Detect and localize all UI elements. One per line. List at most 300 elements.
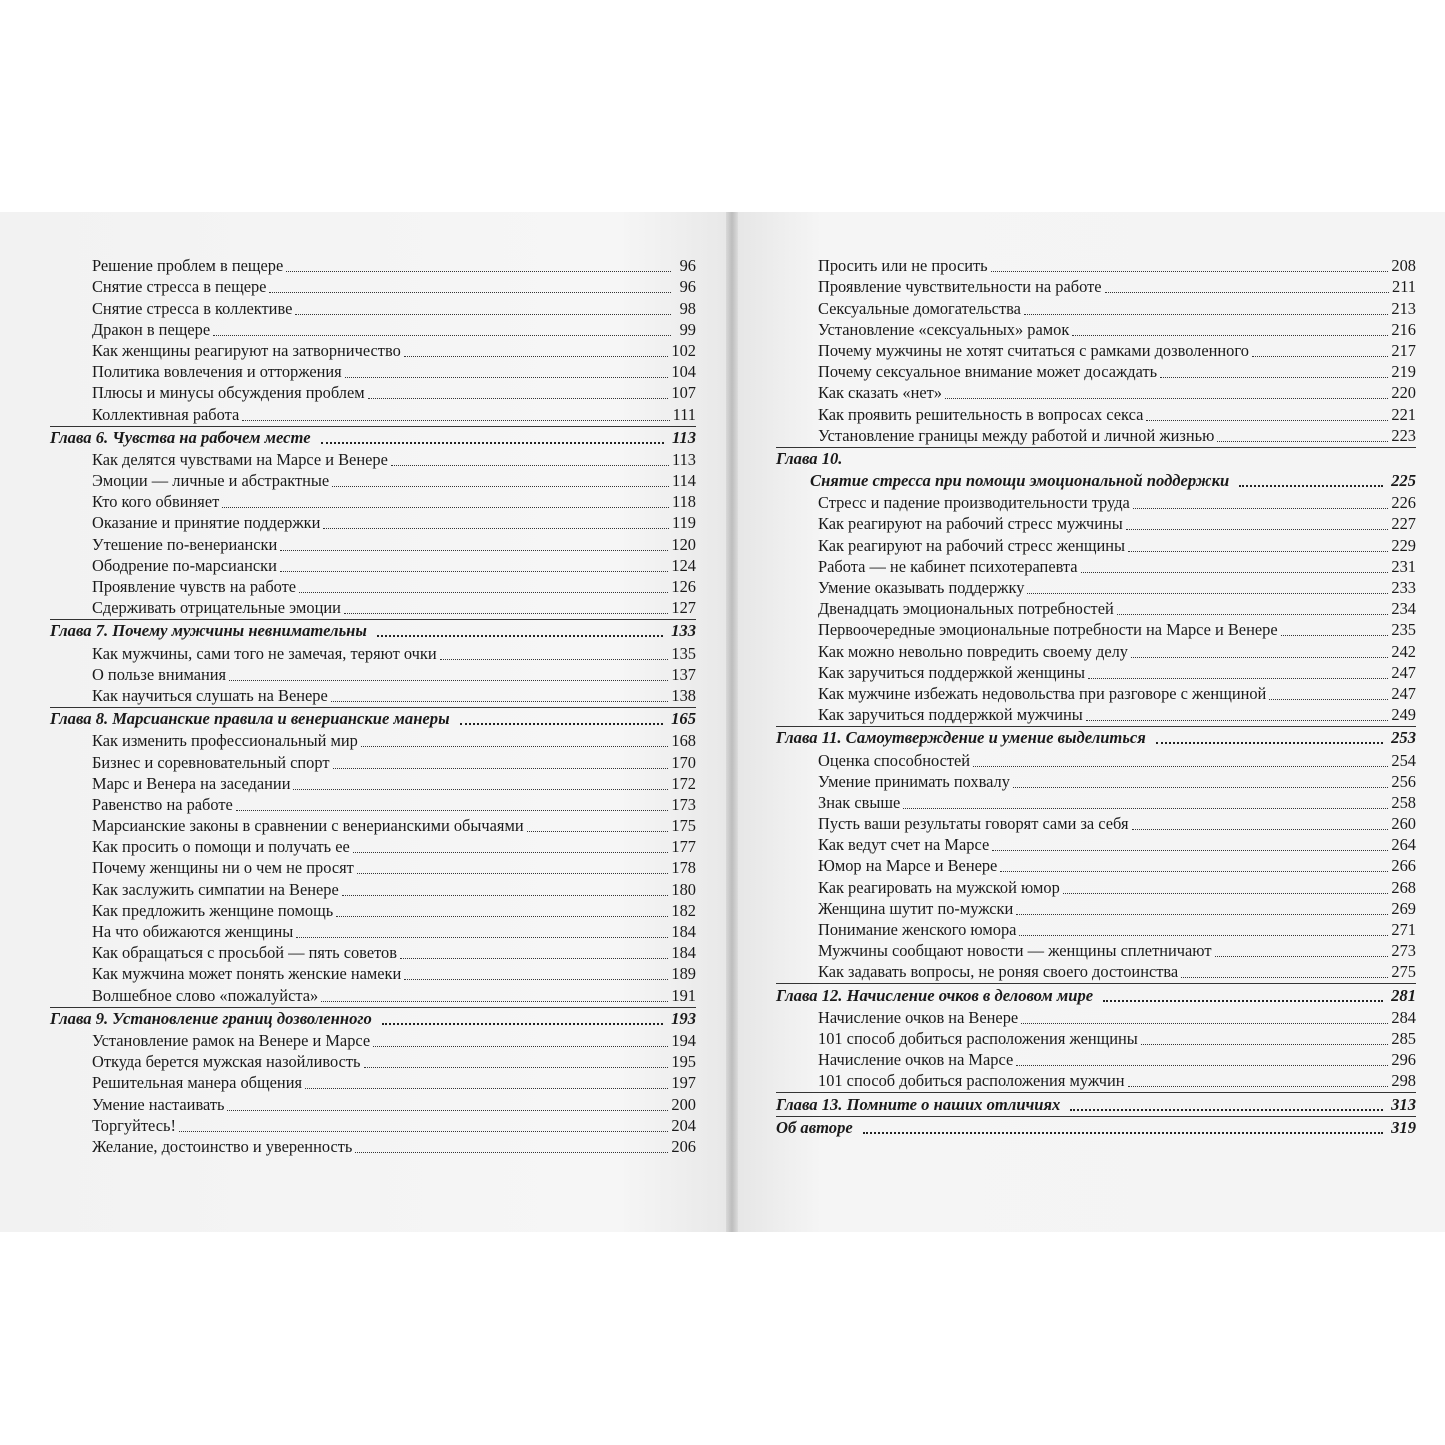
toc-entry <box>50 340 696 361</box>
dot-leader <box>1021 1022 1388 1024</box>
toc-page-number: 177 <box>671 837 696 857</box>
toc-title: Как можно невольно повредить своему делу <box>818 641 1129 661</box>
dot-leader <box>305 1087 668 1089</box>
toc-title: Равенство на работе <box>92 794 233 814</box>
toc-page-number: 242 <box>1391 641 1416 661</box>
toc-title: Пусть ваши результаты говорят сами за себя <box>818 814 1129 834</box>
toc-page-number: 208 <box>1391 256 1416 276</box>
toc-title: Установление «сексуальных» рамок <box>818 319 1070 339</box>
toc-entry <box>50 815 696 836</box>
toc-title: Установление границы между работой и личной жизнью <box>818 425 1215 445</box>
toc-entry <box>776 1049 1416 1070</box>
dot-leader <box>863 1131 1383 1134</box>
toc-entry <box>50 642 696 663</box>
toc-title: Снятие стресса при помощи эмоциональной поддержки <box>810 471 1230 491</box>
toc-page-number: 249 <box>1391 705 1416 725</box>
toc-title: Как задавать вопросы, не роняя своего достоинства <box>818 962 1179 982</box>
dot-leader <box>323 527 669 529</box>
toc-title: Решительная манера общения <box>92 1073 303 1093</box>
toc-title: Женщина шутит по-мужски <box>818 898 1014 918</box>
toc-page-number: 165 <box>671 709 696 729</box>
dot-leader <box>1027 592 1388 594</box>
toc-page-number: 227 <box>1391 514 1416 534</box>
dot-leader <box>333 767 669 769</box>
dot-leader <box>1141 1043 1389 1045</box>
toc-page-number: 226 <box>1391 493 1416 513</box>
toc-page-number: 113 <box>672 427 696 447</box>
toc-page-number: 172 <box>671 773 696 793</box>
toc-page-number: 247 <box>1391 683 1416 703</box>
toc-entry <box>50 942 696 963</box>
toc-page-number: 180 <box>671 879 696 899</box>
toc-title: Как заручиться поддержкой женщины <box>818 662 1086 682</box>
dot-leader <box>229 679 668 681</box>
toc-page-number: 193 <box>671 1008 696 1028</box>
toc-title: Глава 10. <box>776 448 843 468</box>
toc-title: Политика вовлечения и отторжения <box>92 362 342 382</box>
toc-title: Марсианские законы в сравнении с венерианскими обычаями <box>92 816 524 836</box>
toc-page-number: 96 <box>679 256 696 276</box>
toc-left <box>50 255 696 1157</box>
toc-title: Работа — не кабинет психотерапевта <box>818 556 1078 576</box>
toc-page-number: 275 <box>1391 962 1416 982</box>
dot-leader <box>336 915 668 917</box>
toc-title: Как ведут счет на Марсе <box>818 835 990 855</box>
toc-page-number: 96 <box>679 277 696 297</box>
toc-title: Глава 12. Начисление очков в деловом мире <box>776 985 1094 1005</box>
dot-leader <box>179 1130 668 1132</box>
dot-leader <box>1072 334 1388 336</box>
toc-entry <box>776 792 1416 813</box>
toc-entry <box>776 598 1416 619</box>
toc-page-number: 256 <box>1391 771 1416 791</box>
dot-leader <box>355 1151 668 1153</box>
dot-leader <box>344 612 669 614</box>
toc-title: Оказание и принятие поддержки <box>92 513 321 533</box>
toc-title: Коллективная работа <box>92 404 240 424</box>
toc-entry <box>776 319 1416 340</box>
toc-page-number: 223 <box>1391 425 1416 445</box>
toc-entry <box>776 640 1416 661</box>
dot-leader <box>357 872 669 874</box>
toc-entry <box>776 940 1416 961</box>
toc-title: Как научиться слушать на Венере <box>92 685 328 705</box>
dot-leader <box>1146 419 1388 421</box>
toc-chapter-heading <box>50 619 696 641</box>
dot-leader <box>1013 786 1388 788</box>
dot-leader <box>1128 550 1388 552</box>
toc-entry <box>776 619 1416 640</box>
book-gutter <box>726 212 738 1232</box>
toc-chapter-heading <box>50 426 696 448</box>
toc-page-number: 184 <box>671 922 696 941</box>
toc-title: Глава 8. Марсианские правила и венерианские манеры <box>50 709 450 729</box>
toc-title: Бизнес и соревновательный спорт <box>92 752 330 772</box>
toc-title: Как проявить решительность в вопросах секса <box>818 404 1144 424</box>
toc-entry <box>50 512 696 533</box>
toc-page-number: 235 <box>1391 620 1416 640</box>
toc-entry <box>50 449 696 470</box>
toc-page-number: 213 <box>1391 298 1416 318</box>
toc-entry <box>776 876 1416 897</box>
toc-entry <box>776 1070 1416 1091</box>
toc-title: Как обращаться с просьбой — пять советов <box>92 943 397 963</box>
toc-entry <box>50 984 696 1005</box>
toc-entry <box>50 900 696 921</box>
right-page <box>736 212 1445 1232</box>
toc-title: Как заслужить симпатии на Венере <box>92 879 339 899</box>
toc-entry <box>50 1030 696 1051</box>
toc-entry <box>50 403 696 424</box>
toc-title: Умение оказывать поддержку <box>818 578 1025 597</box>
toc-page-number: 229 <box>1391 535 1416 555</box>
toc-page-number: 266 <box>1391 856 1416 876</box>
toc-entry <box>776 577 1416 598</box>
toc-title: Кто кого обвиняет <box>92 492 220 512</box>
toc-entry <box>50 361 696 382</box>
toc-title: Двенадцать эмоциональных потребностей <box>818 599 1114 619</box>
toc-page-number: 126 <box>671 577 696 596</box>
toc-page-number: 197 <box>671 1073 696 1093</box>
dot-leader <box>973 765 1388 767</box>
dot-leader <box>391 464 669 466</box>
toc-title: Проявление чувств на работе <box>92 577 297 596</box>
toc-page-number: 254 <box>1391 750 1416 770</box>
dot-leader <box>213 334 671 336</box>
toc-entry <box>50 857 696 878</box>
toc-title: Волшебное слово «пожалуйста» <box>92 985 319 1005</box>
dot-leader <box>1181 976 1388 978</box>
toc-page-number: 296 <box>1391 1050 1416 1070</box>
toc-title: Ободрение по-марсиански <box>92 555 277 575</box>
toc-page-number: 189 <box>671 964 696 984</box>
toc-entry <box>50 319 696 340</box>
toc-page-number: 285 <box>1391 1028 1416 1048</box>
toc-entry <box>50 382 696 403</box>
toc-entry <box>776 340 1416 361</box>
toc-title: Почему женщины ни о чем не просят <box>92 858 354 878</box>
dot-leader <box>1024 313 1388 315</box>
toc-chapter-heading <box>50 1007 696 1029</box>
toc-chapter-heading <box>50 707 696 729</box>
toc-entry <box>50 533 696 554</box>
toc-title: Как сказать «нет» <box>818 383 942 403</box>
toc-title: Оценка способностей <box>818 750 971 770</box>
toc-entry <box>50 576 696 597</box>
toc-title: Проявление чувствительности на работе <box>818 277 1102 297</box>
toc-page-number: 217 <box>1391 340 1416 360</box>
toc-entry <box>776 683 1416 704</box>
toc-title: Глава 13. Помните о наших отличиях <box>776 1094 1061 1114</box>
toc-entry <box>776 382 1416 403</box>
toc-entry <box>776 961 1416 982</box>
dot-leader <box>236 809 669 811</box>
toc-title: Начисление очков на Венере <box>818 1007 1019 1027</box>
dot-leader <box>293 788 668 790</box>
toc-page-number: 219 <box>1391 362 1416 382</box>
toc-page-number: 253 <box>1391 728 1416 748</box>
toc-page-number: 119 <box>672 513 696 533</box>
toc-title: Как предложить женщине помощь <box>92 900 334 920</box>
toc-page-number: 124 <box>671 555 696 575</box>
toc-entry <box>50 1093 696 1114</box>
toc-page-number: 111 <box>672 404 696 424</box>
toc-entry <box>776 813 1416 834</box>
toc-entry <box>50 751 696 772</box>
toc-title: Умение настаивать <box>92 1094 225 1114</box>
toc-entry <box>50 794 696 815</box>
toc-title: Глава 6. Чувства на рабочем месте <box>50 427 311 447</box>
dot-leader <box>321 1000 668 1002</box>
dot-leader <box>1016 913 1388 915</box>
toc-entry <box>776 855 1416 876</box>
toc-title: Эмоции — личные и абстрактные <box>92 471 330 491</box>
dot-leader <box>527 830 669 832</box>
toc-title: Сдерживать отрицательные эмоции <box>92 598 341 618</box>
toc-title: Как изменить профессиональный мир <box>92 731 358 751</box>
dot-leader <box>1131 656 1388 658</box>
toc-chapter-heading <box>776 1092 1416 1114</box>
toc-page-number: 135 <box>671 643 696 663</box>
toc-entry <box>776 403 1416 424</box>
toc-page-number: 191 <box>671 985 696 1005</box>
toc-entry <box>776 749 1416 770</box>
toc-page-number: 118 <box>672 492 696 512</box>
toc-page-number: 182 <box>671 900 696 920</box>
dot-leader <box>269 291 671 293</box>
toc-entry <box>776 898 1416 919</box>
dot-leader <box>345 376 669 378</box>
dot-leader <box>1086 719 1389 721</box>
dot-leader <box>368 397 669 399</box>
toc-chapter-heading <box>776 1116 1416 1138</box>
toc-title: Начисление очков на Марсе <box>818 1050 1014 1070</box>
toc-page-number: 113 <box>672 449 696 469</box>
toc-entry <box>776 834 1416 855</box>
toc-page-number: 206 <box>671 1136 696 1156</box>
toc-page-number: 269 <box>1391 898 1416 918</box>
toc-title: Просить или не просить <box>818 256 988 276</box>
toc-entry <box>776 425 1416 446</box>
toc-page-number: 104 <box>671 362 696 382</box>
toc-page-number: 281 <box>1391 985 1416 1005</box>
toc-title: Утешение по-венериански <box>92 534 278 554</box>
toc-page-number: 138 <box>671 685 696 705</box>
toc-title: Умение принимать похвалу <box>818 771 1010 791</box>
dot-leader <box>1217 440 1388 442</box>
toc-page-number: 114 <box>672 471 696 491</box>
toc-title: Как мужчины, сами того не замечая, теряют очки <box>92 643 437 663</box>
toc-page-number: 200 <box>671 1094 696 1114</box>
toc-entry <box>776 513 1416 534</box>
toc-title: Почему сексуальное внимание может досаждать <box>818 362 1158 382</box>
toc-entry <box>50 491 696 512</box>
dot-leader <box>377 634 663 637</box>
toc-entry <box>50 597 696 618</box>
dot-leader <box>992 849 1388 851</box>
toc-title: Плюсы и минусы обсуждения проблем <box>92 383 365 403</box>
dot-leader <box>1105 291 1389 293</box>
dot-leader <box>440 658 669 660</box>
toc-title: Как женщины реагируют на затворничество <box>92 340 401 360</box>
dot-leader <box>332 485 669 487</box>
toc-entry <box>50 1136 696 1157</box>
toc-page-number: 273 <box>1391 941 1416 961</box>
dot-leader <box>373 1045 668 1047</box>
toc-entry <box>50 836 696 857</box>
toc-title: Как заручиться поддержкой мужчины <box>818 705 1083 725</box>
toc-page-number: 170 <box>671 752 696 772</box>
toc-page-number: 284 <box>1391 1007 1416 1027</box>
toc-page-number: 234 <box>1391 599 1416 619</box>
toc-entry <box>50 773 696 794</box>
toc-chapter-heading <box>776 447 1416 469</box>
dot-leader <box>460 722 664 725</box>
dot-leader <box>296 936 668 938</box>
dot-leader <box>382 1022 663 1025</box>
toc-page-number: 231 <box>1391 556 1416 576</box>
toc-page-number: 178 <box>671 858 696 878</box>
toc-title: Глава 7. Почему мужчины невнимательны <box>50 621 367 641</box>
toc-entry <box>50 1072 696 1093</box>
toc-title: Почему мужчины не хотят считаться с рамками дозволенного <box>818 340 1249 360</box>
toc-page-number: 99 <box>679 319 696 339</box>
toc-page-number: 264 <box>1391 835 1416 855</box>
toc-entry <box>776 255 1416 276</box>
dot-leader <box>222 506 669 508</box>
toc-entry <box>776 492 1416 513</box>
toc-page-number: 319 <box>1391 1117 1416 1137</box>
dot-leader <box>331 700 669 702</box>
toc-chapter-heading <box>776 983 1416 1005</box>
toc-page-number: 137 <box>671 664 696 684</box>
toc-entry <box>50 664 696 685</box>
toc-title: Сексуальные домогательства <box>818 298 1021 318</box>
toc-page-number: 127 <box>671 598 696 618</box>
toc-title: 101 способ добиться расположения мужчин <box>818 1071 1125 1091</box>
toc-page-number: 120 <box>671 534 696 554</box>
toc-title: Понимание женского юмора <box>818 920 1017 939</box>
dot-leader <box>295 313 671 315</box>
dot-leader <box>364 1066 669 1068</box>
toc-title: Как мужчина может понять женские намеки <box>92 964 402 984</box>
toc-entry <box>50 1051 696 1072</box>
toc-page-number: 204 <box>671 1115 696 1135</box>
toc-entry <box>50 730 696 751</box>
dot-leader <box>1160 376 1388 378</box>
dot-leader <box>361 745 669 747</box>
toc-title: О пользе внимания <box>92 664 227 684</box>
toc-entry <box>776 771 1416 792</box>
dot-leader <box>242 419 669 421</box>
toc-page-number: 133 <box>671 621 696 641</box>
toc-page-number: 268 <box>1391 877 1416 897</box>
dot-leader <box>1088 677 1388 679</box>
toc-title: Решение проблем в пещере <box>92 256 284 276</box>
toc-page-number: 98 <box>679 298 696 318</box>
toc-chapter-subtitle <box>776 470 1416 491</box>
toc-chapter-heading <box>776 726 1416 748</box>
toc-page-number: 260 <box>1391 814 1416 834</box>
dot-leader <box>991 270 1389 272</box>
toc-title: Первоочередные эмоциональные потребности на Марсе и Венере <box>818 620 1278 640</box>
toc-entry <box>50 276 696 297</box>
toc-title: Марс и Венера на заседании <box>92 773 291 793</box>
toc-page-number: 271 <box>1391 920 1416 939</box>
toc-title: Мужчины сообщают новости — женщины сплетничают <box>818 941 1212 961</box>
toc-page-number: 184 <box>671 943 696 963</box>
toc-title: 101 способ добиться расположения женщины <box>818 1028 1138 1048</box>
toc-title: Об авторе <box>776 1117 853 1137</box>
toc-entry <box>50 878 696 899</box>
dot-leader <box>404 355 669 357</box>
dot-leader <box>1128 1085 1389 1087</box>
toc-entry <box>50 963 696 984</box>
toc-page-number: 194 <box>671 1030 696 1050</box>
toc-entry <box>776 361 1416 382</box>
toc-title: Как реагировать на мужской юмор <box>818 877 1060 897</box>
dot-leader <box>903 807 1388 809</box>
toc-entry <box>50 297 696 318</box>
dot-leader <box>342 894 669 896</box>
toc-entry <box>776 276 1416 297</box>
dot-leader <box>1000 870 1388 872</box>
toc-title: Стресс и падение производительности труда <box>818 493 1130 513</box>
toc-title: Снятие стресса в коллективе <box>92 298 293 318</box>
toc-page-number: 102 <box>671 340 696 360</box>
toc-entry <box>50 470 696 491</box>
dot-leader <box>1156 741 1383 744</box>
toc-page-number: 168 <box>671 731 696 751</box>
toc-entry <box>50 921 696 942</box>
dot-leader <box>400 957 668 959</box>
toc-entry <box>776 534 1416 555</box>
toc-page-number: 298 <box>1391 1071 1416 1091</box>
toc-entry <box>776 297 1416 318</box>
dot-leader <box>1132 828 1389 830</box>
dot-leader <box>227 1109 668 1111</box>
dot-leader <box>1063 892 1389 894</box>
dot-leader <box>299 591 668 593</box>
toc-page-number: 107 <box>671 383 696 403</box>
toc-title: Юмор на Марсе и Венере <box>818 856 998 876</box>
toc-title: Дракон в пещере <box>92 319 211 339</box>
dot-leader <box>1281 634 1389 636</box>
toc-entry <box>50 555 696 576</box>
dot-leader <box>1019 934 1388 936</box>
toc-page-number: 195 <box>671 1052 696 1072</box>
dot-leader <box>1252 355 1389 357</box>
dot-leader <box>1126 528 1389 530</box>
toc-title: На что обижаются женщины <box>92 922 294 941</box>
toc-page-number: 247 <box>1391 662 1416 682</box>
toc-title: Торгуйтесь! <box>92 1115 176 1135</box>
toc-title: Откуда берется мужская назойливость <box>92 1052 361 1072</box>
toc-page-number: 216 <box>1391 319 1416 339</box>
toc-entry <box>776 704 1416 725</box>
toc-page-number: 173 <box>671 794 696 814</box>
toc-title: Глава 11. Самоутверждение и умение выделиться <box>776 728 1146 748</box>
toc-title: Желание, достоинство и уверенность <box>92 1136 353 1156</box>
toc-entry <box>776 556 1416 577</box>
toc-page-number: 220 <box>1391 383 1416 403</box>
dot-leader <box>1215 955 1389 957</box>
toc-title: Как мужчине избежать недовольства при разговоре с женщиной <box>818 683 1267 703</box>
toc-title: Как реагируют на рабочий стресс женщины <box>818 535 1126 555</box>
toc-entry <box>776 919 1416 940</box>
toc-entry <box>50 1115 696 1136</box>
toc-entry <box>50 255 696 276</box>
